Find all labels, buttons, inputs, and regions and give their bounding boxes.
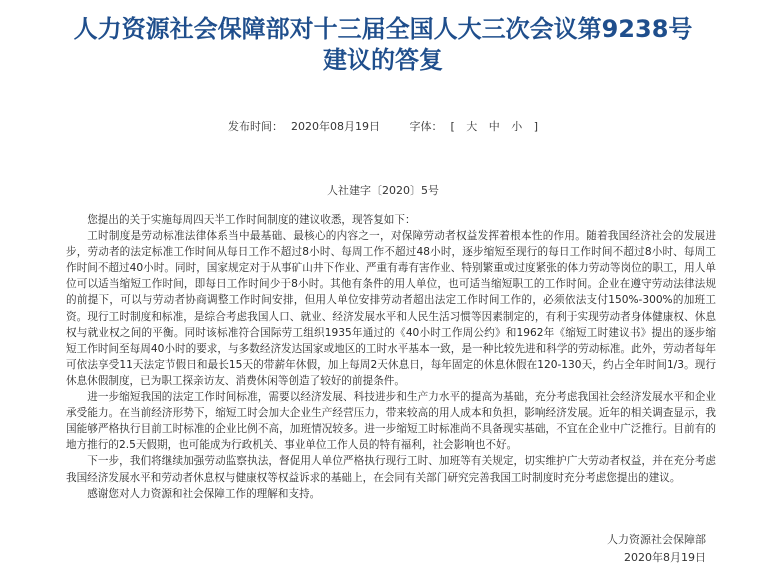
reply-body [66, 212, 716, 502]
greeting-paragraph: 您提出的关于实施每周四天半工作时间制度的建议收悉，现答复如下： [87, 214, 416, 226]
publish-date: 2020年08月19日 [290, 120, 380, 133]
publish-meta-bar [0, 118, 766, 134]
page-title [0, 14, 766, 76]
body-paragraph: 进一步缩短我国的法定工作时间标准，需要以经济发展、科技进步和生产力水平的提高为基础，充分考虑我国社会经济发展水平和企业承受能力。在当前经济形势下，缩短工时会加大企业生产经营压力，带来较高的用人成本和负担，影响经济发展。近年的相关调查显示，我国能够严格执行目前工时标准的企业比例不高，加班情况较多。进一步缩短工时标准尚不具备现实基础，不宜在企业中广泛推行。目前有的地方推行的2.5天假期，也可能成为行政机关、事业单位工作人员的特有福利，社会影响也不好。 [66, 391, 716, 452]
title-line-1: 人力资源社会保障部对十三届全国人大三次会议第9238号 [73, 15, 693, 43]
publish-label: 发布时间： [227, 120, 283, 133]
font-small-button[interactable]: 小 [511, 120, 523, 133]
closing-paragraph: 感谢您对人力资源和社会保障工作的理解和支持。 [87, 487, 321, 500]
bracket-open: [ [450, 120, 455, 133]
title-line-2: 建议的答复 [323, 46, 443, 74]
font-size-label: 字体： [409, 120, 443, 133]
signature-block [607, 531, 706, 567]
font-medium-button[interactable]: 中 [488, 120, 500, 133]
body-paragraph: 下一步，我们将继续加强劳动监察执法，督促用人单位严格执行现行工时、加班等有关规定，切实维护广大劳动者权益，并在充分考虑我国经济发展水平和劳动者休息权与健康权等权益诉求的基础上，在会同有关部门研究完善我国工时制度时充分考虑您提出的建议。 [66, 455, 716, 484]
bracket-close: ] [533, 120, 539, 133]
document-number: 人社建字〔2020〕5号 [327, 184, 439, 197]
font-large-button[interactable]: 大 [466, 120, 478, 133]
body-paragraph: 工时制度是劳动标准法律体系当中最基础、最核心的内容之一，对保障劳动者权益发挥着根本性的作用。随着我国经济社会的发展进步，劳动者的法定标准工作时间从每日工作不超过8小时、每周工作不超过48小时，逐步缩短至现行的每日工作时间不超过8小时、每周工作时间不超过40小时。同时，国家规定对于从事矿山井下作业、严重有毒有害作业、特别繁重或过度紧张的体力劳动等岗位的职工，用人单位可以适当缩短工作时间，即每日工作时间少于8小时。其他有条件的用人单位，也可适当缩短职工的工作时间。企业在遵守劳动法律法规的前提下，可以与劳动者协商调整工作时间安排，但用人单位安排劳动者超出法定工作时间工作的，必须依法支付150%-300%的加班工资。现行工时制度和标准，是综合考虑我国人口、就业、经济发展水平和人民生活习惯等因素制定的，有利于实现劳动者身体健康权、休息权与就业权之间的平衡。同时该标准符合国际劳工组织1935年通过的《40小时工作周公约》和1962年《缩短工时建议书》提出的逐步缩短工作时间至每周40小时的要求，与多数经济发达国家或地区的工时水平基本一致，是一种比较先进和科学的劳动标准。此外，劳动者每年可依法享受11天法定节假日和最长15天的带薪年休假，加上每周2天休息日，每年固定的休息休假在120-130天，约占全年时间1/3。现行休息休假制度，已为职工探亲访友、消费休闲等创造了较好的前提条件。 [66, 230, 716, 387]
signature-org: 人力资源社会保障部 [607, 533, 706, 546]
signature-date: 2020年8月19日 [624, 551, 706, 564]
